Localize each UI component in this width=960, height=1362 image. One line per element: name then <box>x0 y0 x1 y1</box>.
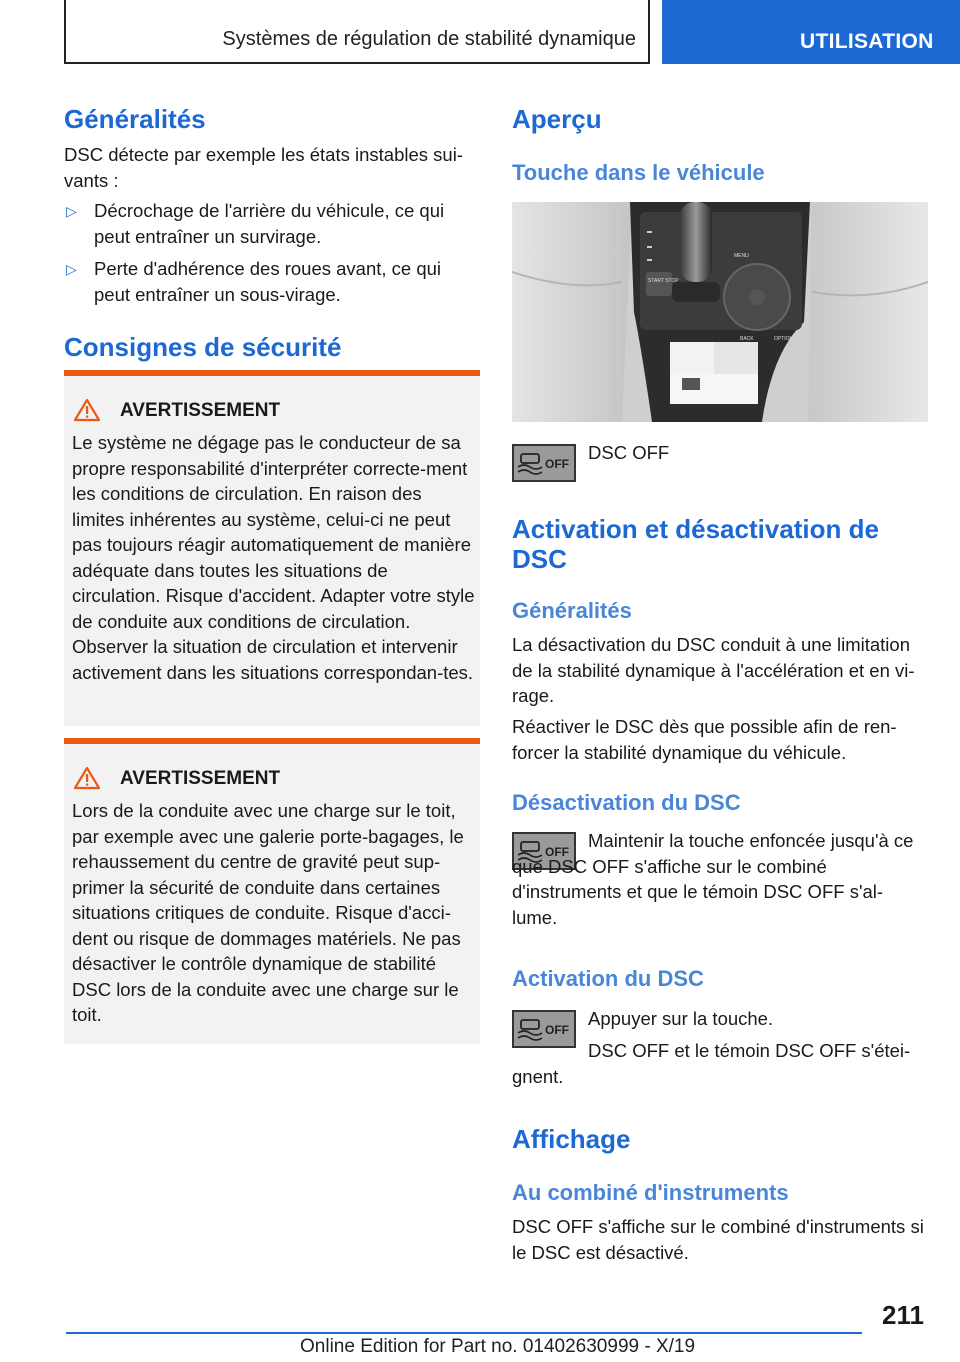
dsc-off-caption: DSC OFF <box>588 442 670 463</box>
warning-text: Le système ne dégage pas le conducteur de sa propre responsabilité d'interpréter correcte-ment les conditions de circulation. En raison des limites inhérentes au système, celui-ci ne peut pas toujours réagir automatiquement de manière adéquate dans toutes les situations de circulation. Risque d'accident. Adapter votre style de conduite aux conditions de circulation. Observer la situation de circulation et intervenir activement dans les situations correspondan-tes. <box>72 432 475 683</box>
heading-consignes: Consignes de sécurité <box>64 332 342 362</box>
generalites-paragraph-2: Réactiver le DSC dès que possible afin de ren-forcer la stabilité dynamique du véhicule. <box>512 716 897 763</box>
heading-affichage: Affichage <box>512 1124 631 1154</box>
warning-text: Lors de la conduite avec une charge sur le toit, par exemple avec une galerie porte-bagages, le rehaussement du centre de gravité peut sup-primer la sécurité de conduite dans certaines situations critiques de conduite. Risque d'acci-dent ou risque de dommages matériels. Ne pas désactiver le contrôle dynamique de stabilité DSC lors de la conduite avec une charge sur le toit. <box>72 800 464 1025</box>
list-item: ▷ Perte d'adhérence des roues avant, ce qui peut entraîner un sous-virage. <box>66 258 442 305</box>
list-item: ▷ Décrochage de l'arrière du véhicule, ce qui peut entraîner un survirage. <box>66 200 445 247</box>
warning-box <box>64 370 480 726</box>
subheading-activation-dsc: Activation du DSC <box>512 966 704 991</box>
desactivation-text: Maintenir la touche enfoncée jusqu'à ce que DSC OFF s'affiche sur le combiné d'instruments et que le témoin DSC OFF s'al-lume. <box>512 830 914 928</box>
page-number: 211 <box>882 1300 924 1330</box>
heading-apercu: Aperçu <box>512 104 602 134</box>
subheading-desactivation: Désactivation du DSC <box>512 790 741 815</box>
triangle-bullet-icon: ▷ <box>66 261 77 277</box>
intro-paragraph: DSC détecte par exemple les états instables sui-vants : <box>64 144 463 191</box>
subheading-generalites: Généralités <box>512 598 632 623</box>
edition-note: Online Edition for Part no. 01402630999 - X/19 <box>300 1336 696 1357</box>
heading-activation: Activation et désactivation de DSC <box>512 514 879 574</box>
subheading-touche: Touche dans le véhicule <box>512 160 765 185</box>
subheading-combine: Au combiné d'instruments <box>512 1180 789 1205</box>
menu-label: MENU <box>734 253 749 259</box>
section-tab-label: UTILISATION <box>800 30 934 53</box>
footer-divider <box>66 1332 862 1334</box>
triangle-bullet-icon: ▷ <box>66 203 77 219</box>
section-tab <box>662 0 960 64</box>
heading-generalites: Généralités <box>64 104 206 134</box>
option-label: OPTION <box>774 336 794 342</box>
dsc-off-icon <box>512 444 576 482</box>
chapter-title: Systèmes de régulation de stabilité dynamique <box>222 28 636 50</box>
warning-box <box>64 738 480 1044</box>
dsc-off-icon-text: OFF <box>545 1023 569 1037</box>
warning-triangle-icon <box>74 398 100 422</box>
affichage-text: DSC OFF s'affiche sur le combiné d'instruments si le DSC est désactivé. <box>512 1216 924 1263</box>
generalites-paragraph-1: La désactivation du DSC conduit à une limitation de la stabilité dynamique à l'accélération et en vi-rage. <box>512 634 915 706</box>
warning-triangle-icon <box>74 766 100 790</box>
warning-label: AVERTISSEMENT <box>120 400 281 421</box>
console-illustration <box>512 202 928 422</box>
activation-step-1: Appuyer sur la touche. <box>588 1008 774 1029</box>
running-header <box>64 0 650 64</box>
back-label: BACK <box>740 336 754 342</box>
warning-label: AVERTISSEMENT <box>120 768 281 789</box>
activation-step-2: DSC OFF et le témoin DSC OFF s'étei-gnent. <box>512 1040 911 1087</box>
dsc-off-icon-text: OFF <box>545 457 569 471</box>
start-stop-label: START STOP <box>648 278 679 284</box>
center-console-photo <box>512 202 928 422</box>
dsc-off-icon-text: OFF <box>545 845 569 859</box>
